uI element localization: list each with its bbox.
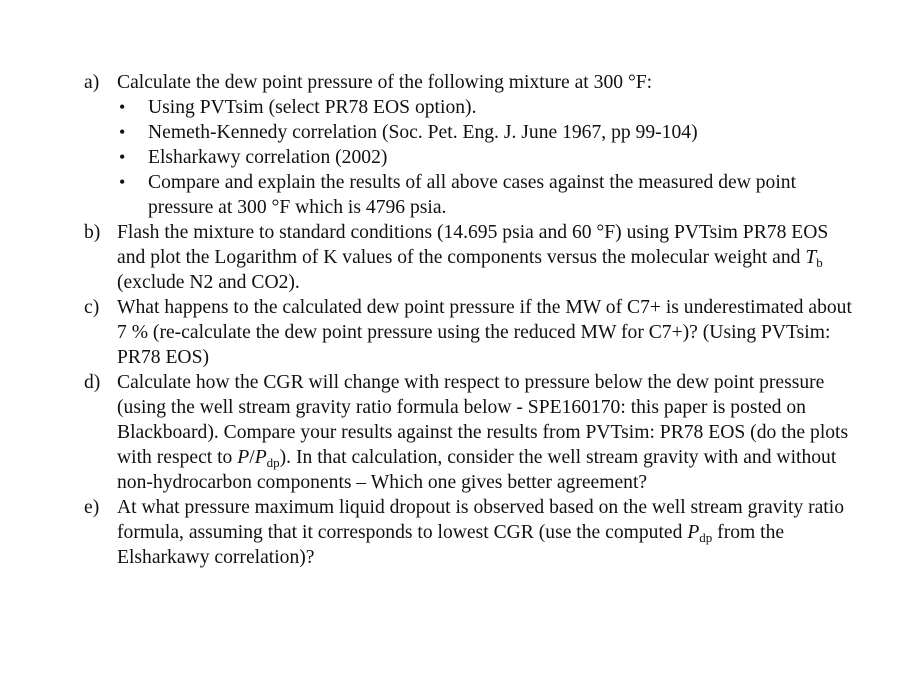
bullet-icon: • [119, 97, 126, 117]
tb-subscript: b [816, 255, 823, 270]
bullet-icon: • [119, 122, 126, 142]
question-b-text-before: Flash the mixture to standard conditions (14.695 psia and 60 °F) using PVTsim PR78 EOS and plot the Logarithm of K values of the components versus the molecular weight and [117, 222, 829, 268]
question-b-label: b) [84, 222, 101, 243]
question-c-text: What happens to the calculated dew point pressure if the MW of C7+ is underestimated about 7 % (re-calculate the dew point pressure using the reduced MW for C7+)? (Using PVTsim: PR78 EOS) [117, 297, 852, 368]
bullet-text: Elsharkawy correlation (2002) [148, 147, 388, 168]
question-d [84, 370, 854, 495]
question-d-body [117, 370, 854, 495]
bullet-text: Nemeth-Kennedy correlation (Soc. Pet. Eng. J. June 1967, pp 99-104) [148, 122, 698, 143]
question-b-body [117, 220, 854, 295]
question-b [84, 220, 854, 295]
question-d-label: d) [84, 372, 101, 393]
list-item [117, 120, 854, 145]
question-a-body [117, 70, 854, 220]
question-c-label: c) [84, 297, 100, 318]
pdp-subscript: dp [699, 530, 713, 545]
pdp-variable: P [254, 447, 267, 468]
question-e-label: e) [84, 497, 100, 518]
pdp-variable: P [687, 522, 700, 543]
bullet-text: Compare and explain the results of all above cases against the measured dew point pressure at 300 °F which is 4796 psia. [148, 172, 797, 218]
question-a [84, 70, 854, 220]
pdp-subscript: dp [266, 455, 280, 470]
list-item [117, 170, 854, 220]
question-d-text-after: ). In that calculation, consider the well stream gravity with and without non-hydrocarbon components – Which one gives better agreement? [117, 447, 837, 493]
question-e [84, 495, 854, 570]
tb-variable: T [805, 247, 817, 268]
bullet-icon: • [119, 172, 126, 192]
question-c [84, 295, 854, 370]
question-b-text-after: (exclude N2 and CO2). [117, 272, 300, 293]
list-item [117, 145, 854, 170]
bullet-icon: • [119, 147, 126, 167]
p-variable: P [237, 447, 250, 468]
question-d-text-before: Calculate how the CGR will change with respect to pressure below the dew point pressure (using the well stream gravity ratio formula below - SPE160170: this paper is posted on Blackboard). Compare your results against the results from PVTsim: PR78 EOS (do the plots with respect to [117, 372, 849, 468]
question-e-body [117, 495, 854, 570]
question-a-text: Calculate the dew point pressure of the following mixture at 300 °F: [117, 72, 653, 93]
ratio-slash: / [249, 447, 255, 468]
bullet-text: Using PVTsim (select PR78 EOS option). [148, 97, 477, 118]
question-a-label: a) [84, 72, 100, 93]
question-a-bullet-list [117, 95, 854, 220]
list-item [117, 95, 854, 120]
question-e-text-before: At what pressure maximum liquid dropout is observed based on the well stream gravity ratio formula, assuming that it corresponds to lowest CGR (use the computed [117, 497, 844, 543]
question-e-text-after: from the Elsharkawy correlation)? [117, 522, 785, 568]
assignment-document [84, 70, 854, 570]
